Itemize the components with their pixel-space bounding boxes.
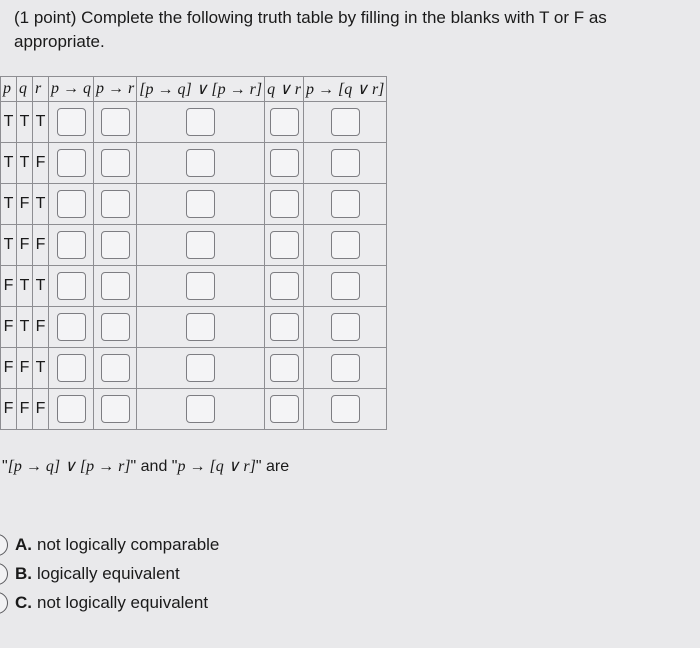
answer-cell-p-implies-q-or-r — [304, 389, 387, 430]
table-row — [1, 348, 387, 389]
answer-cell-p-implies-q-or-r — [304, 266, 387, 307]
header-disjunction-of-implications: [p → q] ∨ [p → r] — [137, 77, 265, 102]
answer-cell-q-or-r — [265, 143, 304, 184]
answer-box[interactable] — [186, 231, 215, 259]
option-a[interactable] — [0, 530, 219, 559]
answer-box[interactable] — [101, 395, 130, 423]
answer-box[interactable] — [331, 231, 360, 259]
answer-box[interactable] — [57, 395, 86, 423]
answer-box[interactable] — [101, 190, 130, 218]
value-q: F — [17, 348, 33, 389]
answer-box[interactable] — [186, 190, 215, 218]
answer-box[interactable] — [101, 272, 130, 300]
radio-button-b[interactable] — [0, 563, 8, 585]
answer-cell-disjunction — [137, 143, 265, 184]
value-p: F — [1, 348, 17, 389]
answer-cell-p-implies-q — [49, 348, 94, 389]
answer-box[interactable] — [270, 108, 299, 136]
value-r: F — [33, 143, 49, 184]
option-b-letter: B. — [15, 563, 32, 583]
answer-cell-p-implies-r — [94, 184, 137, 225]
header-q-or-r: q ∨ r — [265, 77, 304, 102]
answer-cell-p-implies-r — [94, 266, 137, 307]
answer-box[interactable] — [57, 231, 86, 259]
answer-box[interactable] — [186, 108, 215, 136]
header-p-implies-q-or-r: p → [q ∨ r] — [304, 77, 387, 102]
answer-box[interactable] — [186, 354, 215, 382]
value-q: T — [17, 307, 33, 348]
answer-cell-p-implies-q — [49, 102, 94, 143]
value-p: T — [1, 102, 17, 143]
answer-cell-p-implies-q — [49, 225, 94, 266]
header-r: r — [33, 77, 49, 102]
value-q: T — [17, 266, 33, 307]
answer-cell-p-implies-q — [49, 389, 94, 430]
answer-box[interactable] — [270, 272, 299, 300]
answer-cell-p-implies-r — [94, 307, 137, 348]
answer-box[interactable] — [270, 149, 299, 177]
value-p: F — [1, 266, 17, 307]
option-c-letter: C. — [15, 592, 32, 612]
option-a-letter: A. — [15, 534, 32, 554]
value-r: F — [33, 225, 49, 266]
answer-box[interactable] — [270, 395, 299, 423]
option-b[interactable] — [0, 559, 219, 588]
header-p-implies-r: p → r — [94, 77, 137, 102]
answer-cell-p-implies-q-or-r — [304, 348, 387, 389]
value-p: T — [1, 184, 17, 225]
answer-box[interactable] — [57, 108, 86, 136]
answer-cell-q-or-r — [265, 389, 304, 430]
value-r: F — [33, 307, 49, 348]
option-c[interactable] — [0, 588, 219, 617]
answer-box[interactable] — [331, 272, 360, 300]
answer-cell-disjunction — [137, 389, 265, 430]
answer-cell-p-implies-q-or-r — [304, 102, 387, 143]
table-row — [1, 102, 387, 143]
truth-table-body — [1, 102, 387, 430]
value-p: T — [1, 225, 17, 266]
table-row — [1, 225, 387, 266]
value-r: T — [33, 102, 49, 143]
radio-button-a[interactable] — [0, 534, 8, 556]
value-p: F — [1, 307, 17, 348]
value-p: T — [1, 143, 17, 184]
answer-cell-disjunction — [137, 348, 265, 389]
answer-cell-disjunction — [137, 102, 265, 143]
answer-box[interactable] — [331, 190, 360, 218]
option-b-label: logically equivalent — [37, 563, 180, 583]
question-expression-1: [p → q] ∨ [p → r] — [7, 458, 131, 475]
table-row — [1, 143, 387, 184]
answer-box[interactable] — [270, 231, 299, 259]
header-p-implies-q: p → q — [49, 77, 94, 102]
answer-box[interactable] — [57, 190, 86, 218]
answer-box[interactable] — [331, 395, 360, 423]
question-prompt: (1 point) Complete the following truth table by filling in the blanks with T or F as appropriate. — [14, 8, 607, 51]
answer-box[interactable] — [101, 354, 130, 382]
answer-options — [0, 530, 219, 617]
answer-box[interactable] — [270, 190, 299, 218]
answer-cell-p-implies-r — [94, 102, 137, 143]
answer-box[interactable] — [186, 395, 215, 423]
answer-box[interactable] — [270, 354, 299, 382]
answer-cell-disjunction — [137, 225, 265, 266]
answer-cell-p-implies-q — [49, 184, 94, 225]
value-r: T — [33, 184, 49, 225]
answer-box[interactable] — [57, 313, 86, 341]
answer-box[interactable] — [331, 108, 360, 136]
answer-cell-p-implies-r — [94, 143, 137, 184]
answer-cell-q-or-r — [265, 184, 304, 225]
question-suffix: " are — [255, 458, 290, 475]
answer-box[interactable] — [101, 313, 130, 341]
answer-cell-p-implies-r — [94, 348, 137, 389]
answer-cell-disjunction — [137, 184, 265, 225]
answer-box[interactable] — [57, 149, 86, 177]
question-middle: " and " — [130, 458, 178, 475]
value-q: F — [17, 389, 33, 430]
answer-cell-p-implies-r — [94, 389, 137, 430]
answer-cell-disjunction — [137, 307, 265, 348]
answer-cell-q-or-r — [265, 225, 304, 266]
option-a-label: not logically comparable — [37, 534, 220, 554]
table-row — [1, 389, 387, 430]
table-row — [1, 266, 387, 307]
answer-box[interactable] — [331, 354, 360, 382]
question-expression-2: p → [q ∨ r] — [177, 458, 256, 475]
answer-cell-q-or-r — [265, 348, 304, 389]
value-p: F — [1, 389, 17, 430]
option-c-label: not logically equivalent — [37, 592, 209, 612]
answer-cell-p-implies-q-or-r — [304, 143, 387, 184]
value-q: F — [17, 225, 33, 266]
answer-cell-p-implies-q — [49, 266, 94, 307]
value-r: T — [33, 266, 49, 307]
answer-box[interactable] — [101, 149, 130, 177]
answer-box[interactable] — [57, 272, 86, 300]
answer-cell-q-or-r — [265, 102, 304, 143]
answer-cell-p-implies-q — [49, 143, 94, 184]
answer-cell-p-implies-r — [94, 225, 137, 266]
truth-table — [0, 76, 387, 430]
answer-box[interactable] — [186, 149, 215, 177]
answer-box[interactable] — [331, 149, 360, 177]
answer-cell-q-or-r — [265, 266, 304, 307]
answer-box[interactable] — [101, 231, 130, 259]
answer-box[interactable] — [270, 313, 299, 341]
answer-box[interactable] — [331, 313, 360, 341]
answer-cell-p-implies-q-or-r — [304, 307, 387, 348]
answer-box[interactable] — [186, 313, 215, 341]
answer-box[interactable] — [186, 272, 215, 300]
answer-cell-p-implies-q — [49, 307, 94, 348]
value-q: T — [17, 143, 33, 184]
equivalence-question — [2, 456, 289, 476]
answer-cell-disjunction — [137, 266, 265, 307]
header-p: p — [1, 77, 17, 102]
answer-cell-p-implies-q-or-r — [304, 184, 387, 225]
answer-box[interactable] — [57, 354, 86, 382]
value-r: T — [33, 348, 49, 389]
header-q: q — [17, 77, 33, 102]
question-quote-open: " — [2, 458, 8, 475]
value-q: F — [17, 184, 33, 225]
value-r: F — [33, 389, 49, 430]
answer-cell-q-or-r — [265, 307, 304, 348]
radio-button-c[interactable] — [0, 592, 8, 614]
table-row — [1, 307, 387, 348]
answer-cell-p-implies-q-or-r — [304, 225, 387, 266]
table-row — [1, 184, 387, 225]
table-header-row — [1, 77, 387, 102]
value-q: T — [17, 102, 33, 143]
answer-box[interactable] — [101, 108, 130, 136]
